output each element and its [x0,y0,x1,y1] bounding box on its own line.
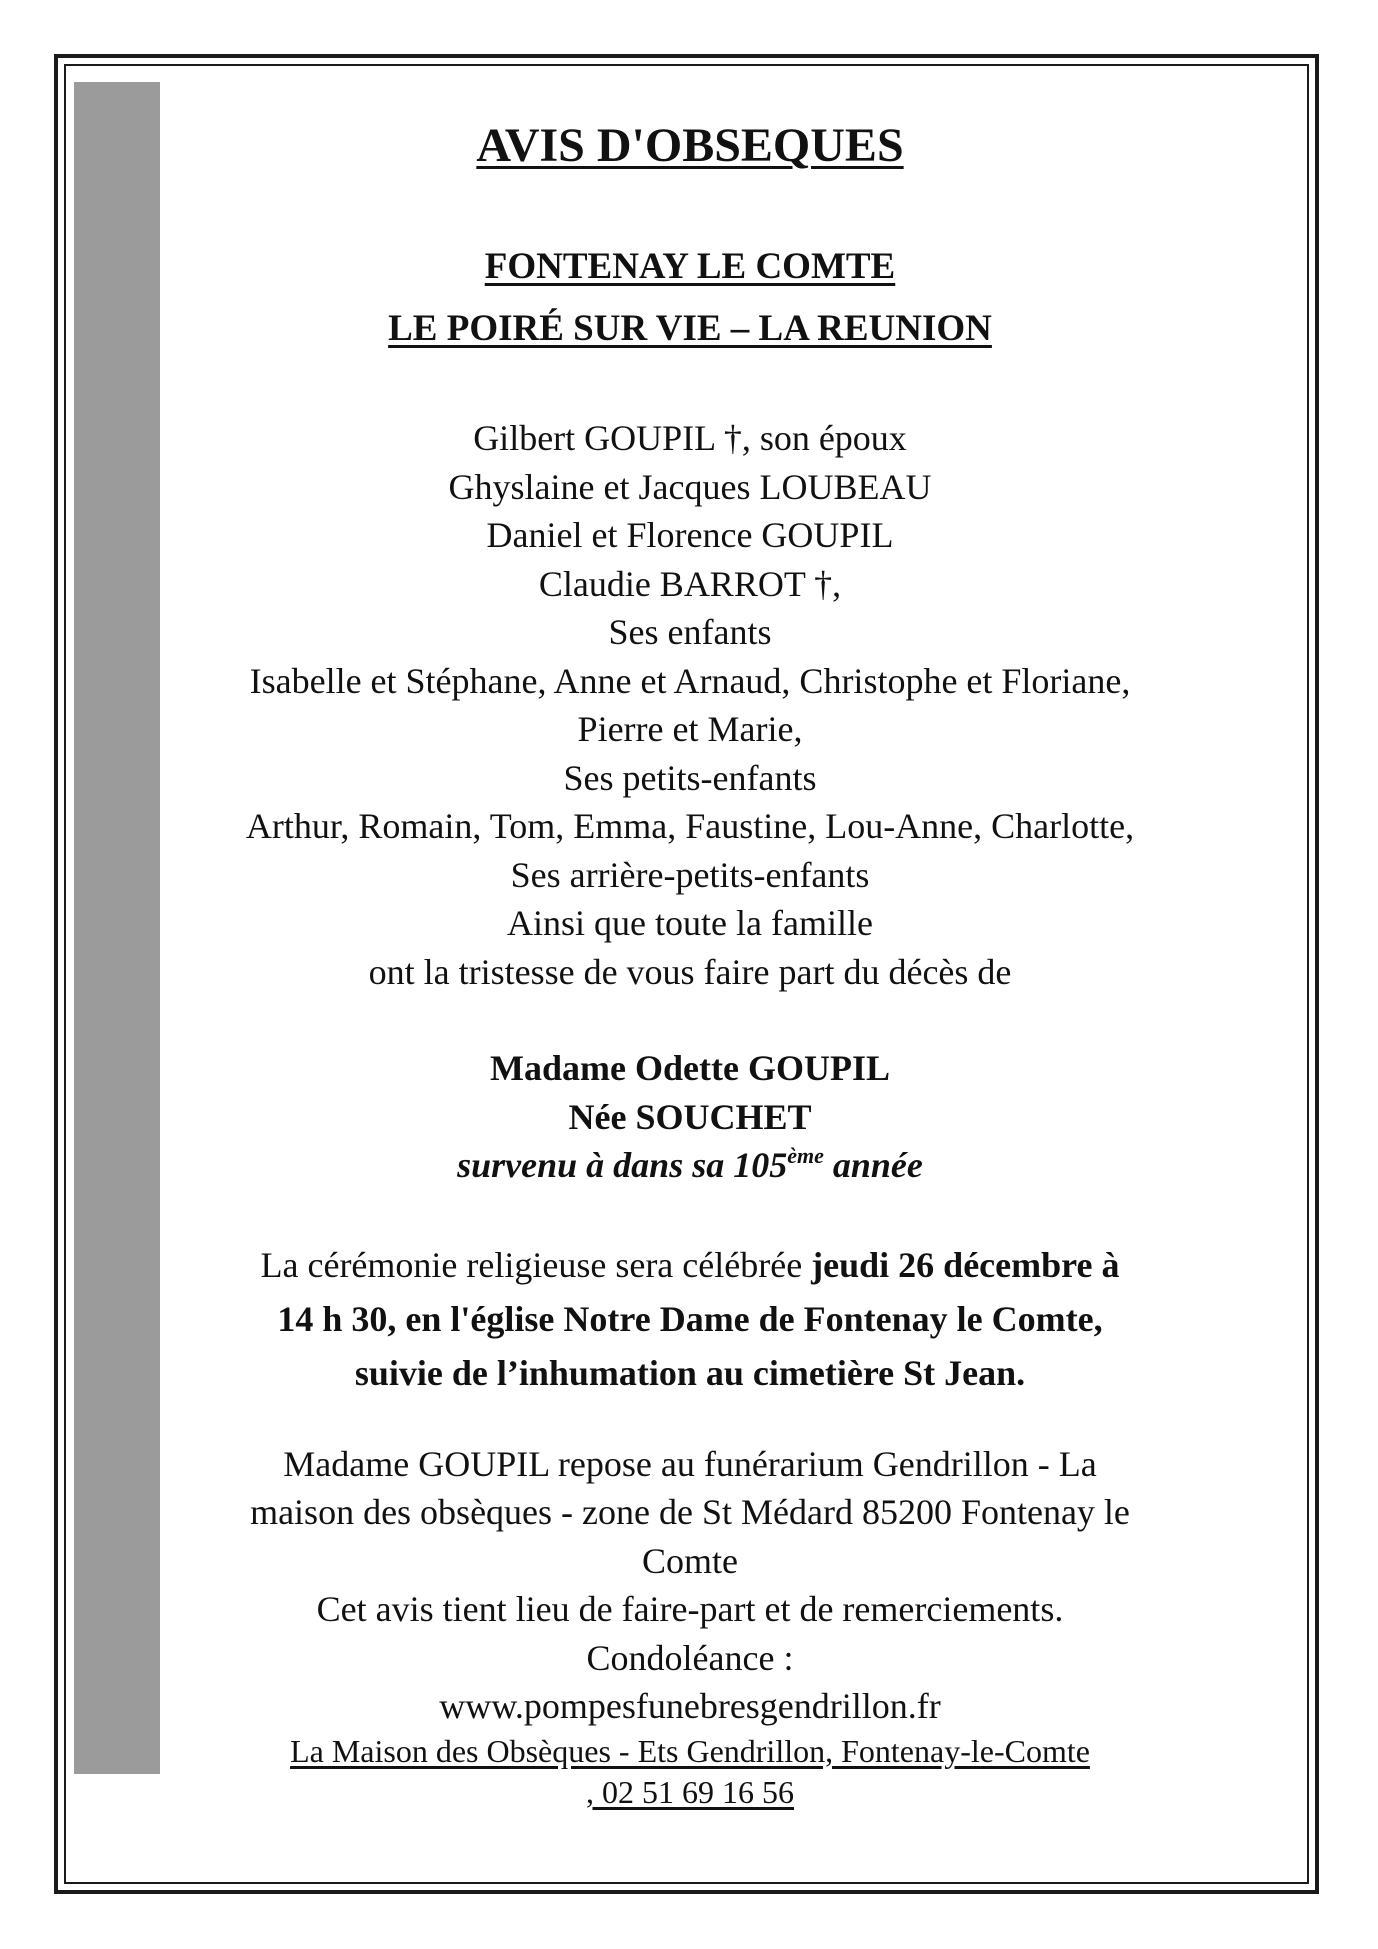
family-line: Daniel et Florence GOUPIL [486,515,894,555]
footer-phone: , 02 51 69 16 56 [586,1773,794,1810]
footer-block [160,1731,1220,1813]
notice-content [160,116,1220,1813]
family-line: Ses arrière-petits-enfants [510,854,870,895]
info-block [160,1440,1220,1731]
age-suffix: année [823,1145,923,1185]
info-line: Condoléance : [586,1637,794,1678]
ceremony-block [160,1238,1220,1400]
side-gray-bar [74,82,160,1774]
family-list [160,414,1220,996]
family-line: Ainsi que toute la famille [507,903,873,943]
deceased-age [160,1141,1220,1190]
ceremony-line-3: suivie de l’inhumation au cimetière St Jean. [354,1352,1026,1393]
ceremony-line-2: 14 h 30, en l'église Notre Dame de Fontenay le Comte, [277,1298,1103,1339]
family-line: Isabelle et Stéphane, Anne et Arnaud, Christophe et Floriane, [249,660,1131,701]
ceremony-line-1 [160,1238,1220,1292]
deceased-maiden-name: Née SOUCHET [568,1096,812,1137]
family-line: Pierre et Marie, [577,709,803,749]
ceremony-intro: La cérémonie religieuse sera célébrée [260,1244,812,1285]
deceased-block [160,1044,1220,1190]
family-line: Arthur, Romain, Tom, Emma, Faustine, Lou-Anne, Charlotte, [245,806,1135,846]
footer-company: La Maison des Obsèques - Ets Gendrillon, Fontenay-le-Comte [290,1732,1090,1769]
info-line: Cet avis tient lieu de faire-part et de remerciements. [316,1589,1064,1629]
family-line: ont la tristesse de vous faire part du décès de [368,951,1012,992]
family-line: Gilbert GOUPIL †, son époux [473,418,907,458]
info-line: Madame GOUPIL repose au funérarium Gendrillon - La [283,1443,1097,1484]
family-line: Claudie BARROT †, [538,563,842,604]
ceremony-date: jeudi 26 décembre à [811,1244,1120,1285]
family-line: Ses petits-enfants [563,757,817,798]
locations [160,236,1220,360]
age-prefix: survenu à dans sa 105 [457,1145,788,1185]
location-line-1: FONTENAY LE COMTE [484,246,896,287]
age-superscript: ème [787,1143,824,1168]
info-line: maison des obsèques - zone de St Médard 85200 Fontenay le [250,1492,1130,1532]
family-line: Ses enfants [608,612,772,652]
family-line: Ghyslaine et Jacques LOUBEAU [448,466,932,507]
location-line-2: LE POIRÉ SUR VIE – LA REUNION [388,308,992,349]
info-line: Comte [642,1540,738,1581]
notice-title: AVIS D'OBSEQUES [476,119,904,172]
website-url: www.pompesfunebresgendrillon.fr [439,1686,941,1726]
deceased-name: Madame Odette GOUPIL [490,1048,890,1088]
